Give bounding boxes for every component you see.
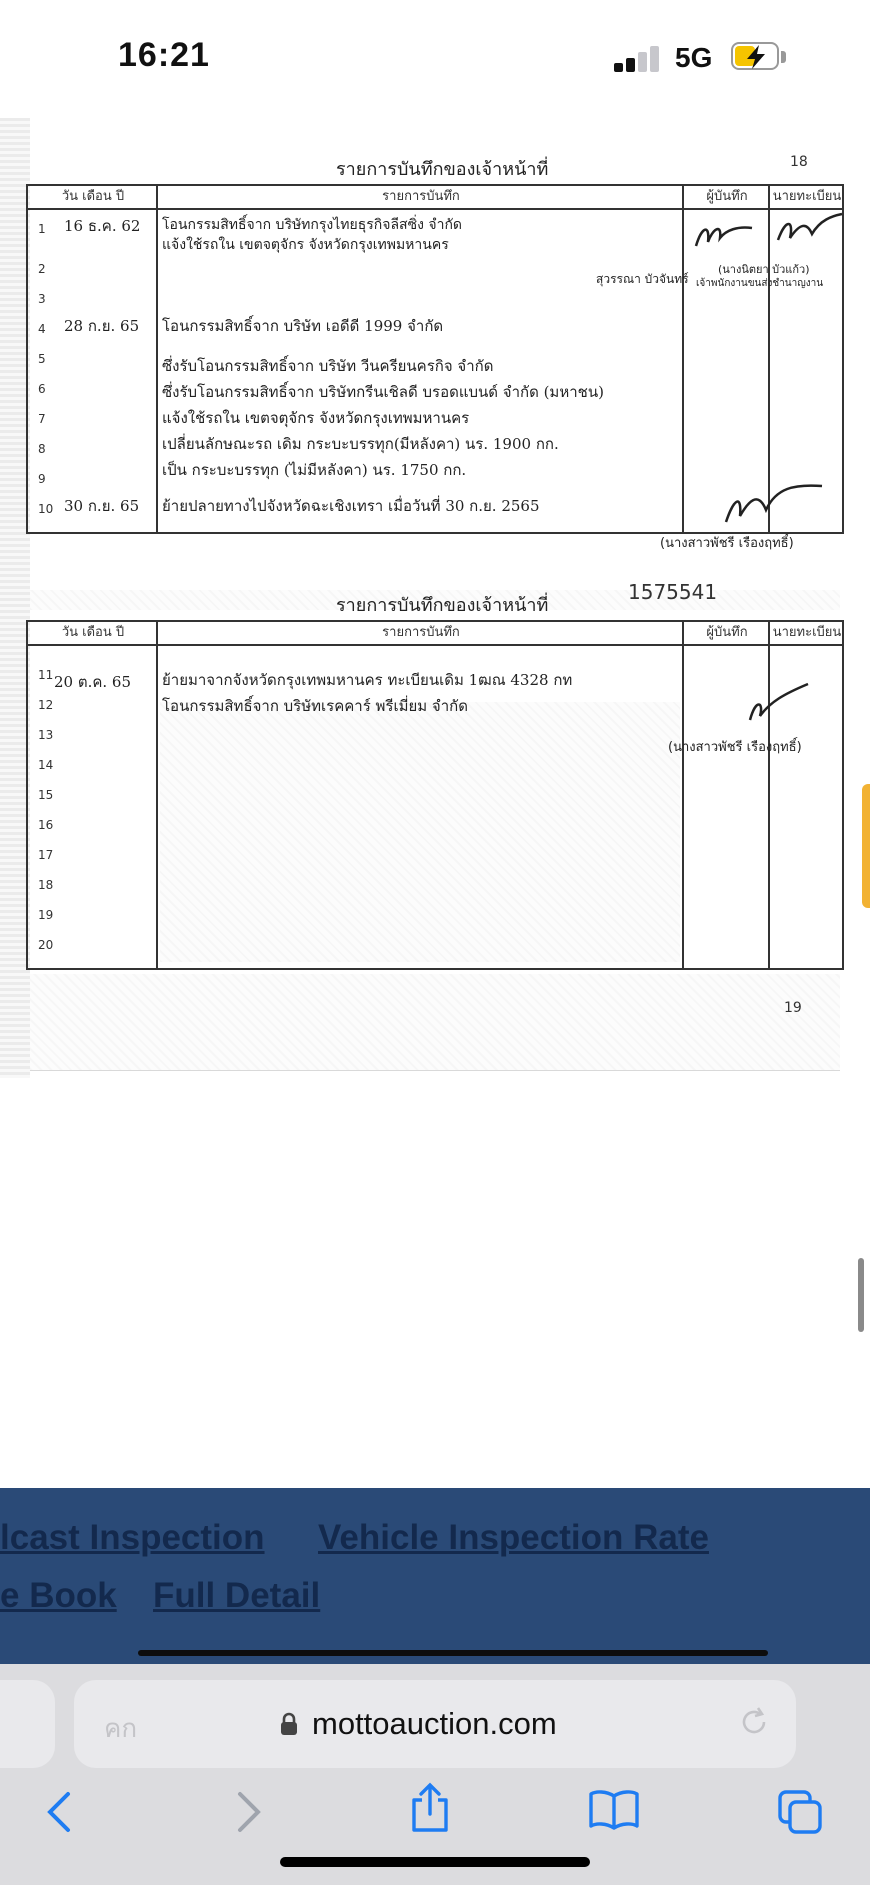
row-number: 8 — [38, 442, 46, 456]
reload-icon[interactable] — [736, 1704, 772, 1740]
scroll-indicator[interactable] — [858, 1258, 864, 1332]
podcast-inspection-link[interactable]: lcast Inspection — [0, 1518, 265, 1557]
row-number: 16 — [38, 818, 54, 832]
status-bar — [0, 0, 870, 120]
handwritten-signature-icon — [744, 678, 814, 728]
bookmarks-icon[interactable] — [588, 1788, 640, 1832]
full-detail-link[interactable]: Full Detail — [153, 1576, 321, 1615]
entry-text: แจ้งใช้รถใน เขตจตุจักร จังหวัดกรุงเทพมหานคร — [162, 409, 470, 427]
row-number: 4 — [38, 322, 46, 336]
handwritten-signature-icon — [718, 476, 828, 530]
banner-divider — [138, 1650, 768, 1656]
entry-date: 20 ต.ค. 65 — [54, 673, 132, 691]
entry-text: ซึ่งรับโอนกรรมสิทธิ์จาก บริษัทกรีนเชิลดี บรอดแบนด์ จำกัด (มหาชน) — [162, 383, 604, 401]
upper-ledger-table — [26, 184, 844, 534]
document-serial: 1575541 — [628, 580, 718, 604]
entry-date: 28 ก.ย. 65 — [64, 317, 140, 335]
battery-charging-icon — [731, 42, 789, 74]
status-time: 16:21 — [118, 36, 210, 74]
back-icon[interactable] — [40, 1790, 80, 1834]
registrar-name: (นางนิตยา บัวแก้ว) — [718, 263, 810, 276]
row-number: 5 — [38, 352, 46, 366]
row-number: 1 — [38, 222, 46, 236]
entry-text: โอนกรรมสิทธิ์จาก บริษัทเรคคาร์ พรีเมี่ยม จำกัด — [162, 697, 468, 715]
lower-ledger-table — [26, 620, 844, 970]
entry-date: 30 ก.ย. 65 — [64, 497, 140, 515]
share-icon[interactable] — [408, 1782, 452, 1834]
site-links-banner — [0, 1488, 870, 1664]
entry-text: ซึ่งรับโอนกรรมสิทธิ์จาก บริษัท วีนครียนครกิจ จำกัด — [162, 357, 494, 375]
col-header-registrar: นายทะเบียน — [770, 622, 844, 646]
address-bar[interactable] — [74, 1680, 796, 1768]
handwritten-signature-icon — [772, 210, 846, 254]
col-header-registrar: นายทะเบียน — [770, 186, 844, 210]
lock-icon — [280, 1712, 298, 1736]
lower-page-number: 19 — [784, 1000, 802, 1016]
recorder-signature-text: สุวรรณา บัวจันทร์ — [596, 272, 689, 286]
side-edge-tab[interactable] — [862, 784, 870, 908]
entry-text: แจ้งใช้รถใน เขตจตุจักร จังหวัดกรุงเทพมหานคร — [162, 237, 449, 253]
entry-text: ย้ายปลายทางไปจังหวัดฉะเชิงเทรา เมื่อวันที่ 30 ก.ย. 2565 — [162, 497, 540, 515]
row-number: 17 — [38, 848, 54, 862]
url-text[interactable]: mottoauction.com — [312, 1706, 557, 1741]
handwritten-signature-icon — [692, 216, 758, 256]
book-link[interactable]: e Book — [0, 1576, 117, 1615]
registrar-title: เจ้าพนักงานขนส่งชำนาญงาน — [696, 278, 824, 289]
entry-text: โอนกรรมสิทธิ์จาก บริษัทกรุงไทยธุรกิจลีสซิ่ง จำกัด — [162, 217, 463, 233]
col-header-date: วัน เดือน ปี — [28, 186, 158, 210]
col-header-recorder: ผู้บันทึก — [684, 186, 770, 210]
lower-ledger-title: รายการบันทึกของเจ้าหน้าที่ — [336, 595, 549, 616]
browser-toolbar — [0, 1664, 870, 1885]
vehicle-inspection-rate-link[interactable]: Vehicle Inspection Rate — [318, 1518, 709, 1557]
entry-text: เป็น กระบะบรรทุก (ไม่มีหลังคา) นร. 1750 กก. — [162, 461, 467, 479]
row-number: 10 — [38, 502, 54, 516]
row-number: 14 — [38, 758, 54, 772]
col-header-entry: รายการบันทึก — [158, 622, 684, 646]
row-number: 9 — [38, 472, 46, 486]
col-header-recorder: ผู้บันทึก — [684, 622, 770, 646]
entry-text: เปลี่ยนลักษณะรถ เดิม กระบะบรรทุก(มีหลังคา) นร. 1900 กก. — [162, 435, 559, 453]
col-header-entry: รายการบันทึก — [158, 186, 684, 210]
entry-text: โอนกรรมสิทธิ์จาก บริษัท เอดีดี 1999 จำกัด — [162, 317, 444, 335]
row-number: 13 — [38, 728, 54, 742]
row-number: 3 — [38, 292, 46, 306]
upper-page-number: 18 — [790, 154, 808, 170]
row-number: 11 — [38, 668, 54, 682]
row-number: 12 — [38, 698, 54, 712]
page-menu-button[interactable]: คก — [104, 1714, 138, 1744]
previous-tab-edge[interactable] — [0, 1680, 55, 1768]
row-number: 18 — [38, 878, 54, 892]
forward-icon[interactable] — [228, 1790, 268, 1834]
entry-text: ย้ายมาจากจังหวัดกรุงเทพมหานคร ทะเบียนเดิม 1ฒณ 4328 กท — [162, 671, 573, 689]
network-type: 5G — [675, 42, 713, 73]
row-number: 20 — [38, 938, 54, 952]
row-number: 15 — [38, 788, 54, 802]
recorder-name: (นางสาวพัชรี เรืองฤทธิ์) — [660, 536, 794, 551]
col-header-date: วัน เดือน ปี — [28, 622, 158, 646]
scanned-document — [0, 118, 870, 1488]
tabs-icon[interactable] — [776, 1788, 826, 1836]
row-number: 19 — [38, 908, 54, 922]
entry-date: 16 ธ.ค. 62 — [64, 217, 141, 235]
cellular-signal-icon — [614, 46, 662, 72]
recorder-name: (นางสาวพัชรี เรืองฤทธิ์) — [668, 740, 802, 755]
upper-ledger-title: รายการบันทึกของเจ้าหน้าที่ — [336, 159, 549, 180]
row-number: 7 — [38, 412, 46, 426]
row-number: 2 — [38, 262, 46, 276]
home-indicator — [280, 1857, 590, 1867]
row-number: 6 — [38, 382, 46, 396]
